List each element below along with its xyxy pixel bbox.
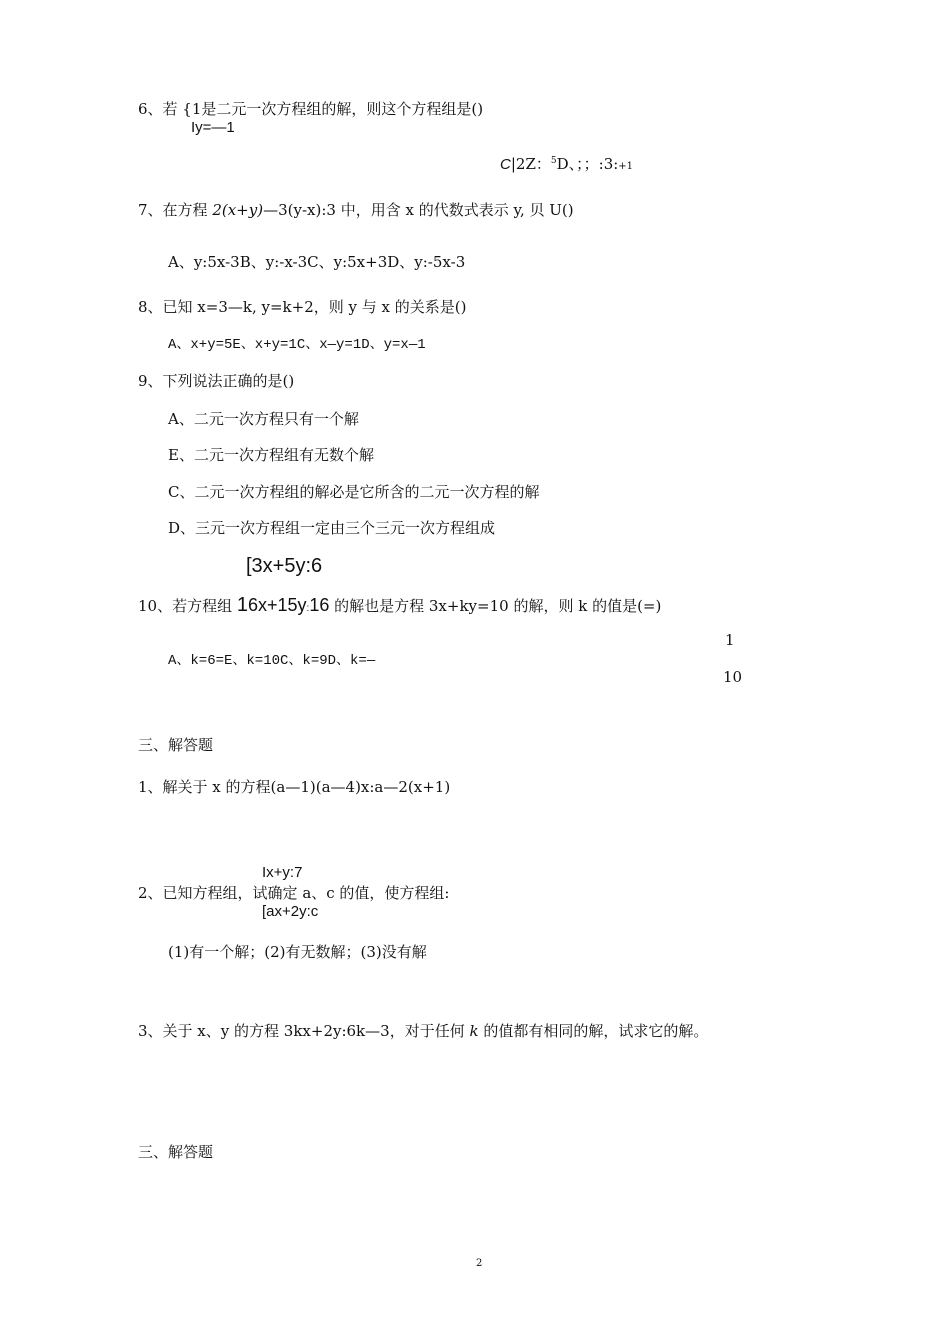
q9-option-b: E、二元一次方程组有无数个解 <box>168 446 374 464</box>
q6-options: C|2Z：$^5$D、；；:3:+1 <box>500 155 634 173</box>
a3-text: 3、关于 x、y 的方程 3kx+2y:6k—3，对于任何 k 的值都有相同的解，试求它的解。 <box>138 1022 709 1040</box>
a2-sub-questions: (1)有一个解；(2)有无数解；(3)没有解 <box>168 943 427 961</box>
q8-options: A、x+y=5E、x+y=1C、x—y=1D、y=x—1 <box>168 337 426 353</box>
q9-option-a: A、二元一次方程只有一个解 <box>168 410 359 428</box>
a2-text: 2、已知方程组，试确定 a、c 的值，使方程组: <box>138 884 450 902</box>
q9-option-c: C、二元一次方程组的解必是它所含的二元一次方程的解 <box>168 483 540 501</box>
q10-text: 10、若方程组 16x+15y:16 的解也是方程 3x+ky=10 的解，则 k 的值是(=) <box>138 594 662 616</box>
a2-equation-top: Ix+y:7 <box>262 864 303 881</box>
q8-text: 8、已知 x=3—k, y=k+2，则 y 与 x 的关系是() <box>138 298 467 316</box>
a1-text: 1、解关于 x 的方程(a—1)(a—4)x:a—2(x+1) <box>138 778 451 796</box>
section-title: 三、解答题 <box>138 736 214 754</box>
section-title-repeat: 三、解答题 <box>138 1143 214 1161</box>
q6-text: 6、若 {1是二元一次方程组的解，则这个方程组是() <box>138 100 484 118</box>
q10-equation-top: [3x+5y:6 <box>246 555 323 577</box>
a2-equation-bottom: [ax+2y:c <box>262 903 319 920</box>
q6-sub-equation: Iy=—1 <box>191 119 235 136</box>
page-number: 2 <box>476 1258 483 1269</box>
q7-text: 7、在方程 2(x+y)—3(y-x):3 中，用含 x 的代数式表示 y, 贝 U() <box>138 201 574 219</box>
q9-option-d: D、三元一次方程组一定由三个三元一次方程组成 <box>168 519 496 537</box>
q10-options: A、k=6=E、k=10C、k=9D、k=— <box>168 653 376 669</box>
q10-fraction-denominator: 10 <box>723 668 743 686</box>
q10-fraction-numerator: 1 <box>725 631 735 649</box>
q7-options: A、y:5x-3B、y:-x-3C、y:5x+3D、y:-5x-3 <box>168 253 466 271</box>
q9-text: 9、下列说法正确的是() <box>138 372 295 390</box>
